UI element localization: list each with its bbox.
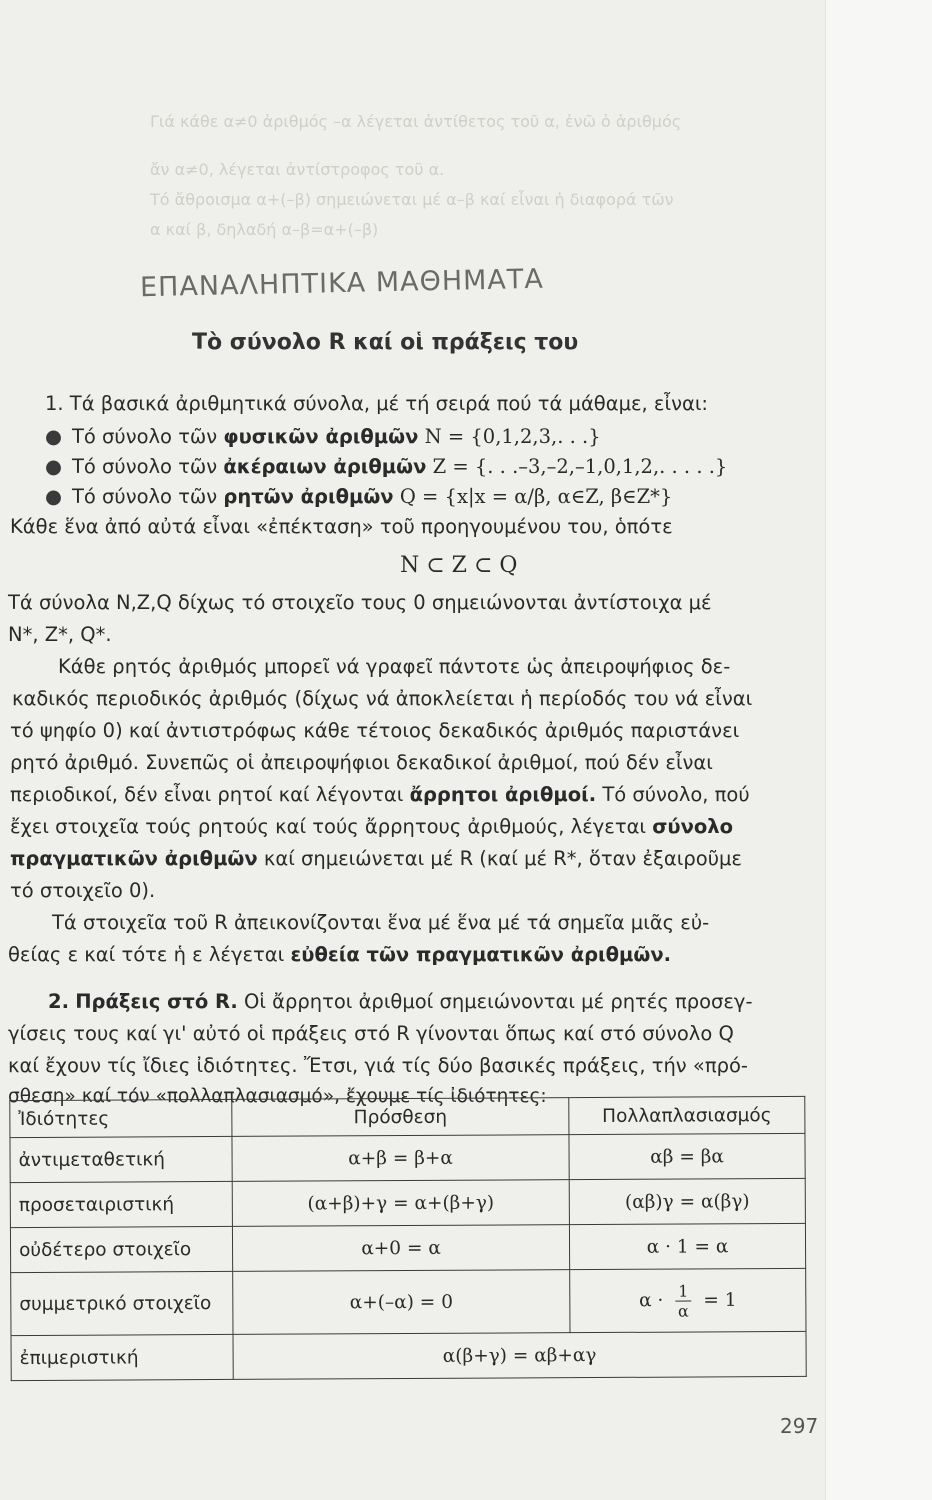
table-cell: α+β = β+α: [232, 1135, 569, 1182]
bullet-icon: ●: [45, 485, 63, 508]
table-row: [11, 1331, 806, 1380]
bleed-line: Γιά κάθε α≠0 ἀριθμός –α λέγεται ἀντίθετος τοῦ α, ἐνῶ ὁ ἀριθμός: [150, 112, 682, 131]
table-header-row: [10, 1096, 805, 1137]
para-line: πραγματικῶν ἀριθμῶν καί σημειώνεται μέ R (καί μέ R*, ὅταν ἐξαιροῦμε: [10, 847, 742, 870]
section2-line: σθεση» καί τόν «πολλαπλασιασμό», ἔχουμε τίς ἰδιότητες:: [8, 1086, 547, 1107]
intro-line: 1. Τά βασικά ἀριθμητικά σύνολα, μέ τή σειρά πού τά μάθαμε, εἶναι:: [45, 392, 708, 415]
page-heading: ΕΠΑΝΑΛΗΠΤΙΚΑ ΜΑΘΗΜΑΤΑ: [139, 263, 545, 304]
para-line: περιοδικοί, δέν εἶναι ρητοί καί λέγονται ἄρρητοι ἀριθμοί. Τό σύνολο, πού: [10, 783, 750, 806]
fraction: $\frac{1}{\alpha}$: [675, 1281, 691, 1320]
properties-table: [9, 1096, 806, 1381]
table-cell: ἀντιμεταθετική: [10, 1136, 232, 1182]
table-cell: (αβ)γ = α(βγ): [569, 1178, 805, 1224]
line-para: θείας ε καί τότε ἡ ε λέγεται εὐθεία τῶν πραγματικῶν ἀριθμῶν.: [8, 943, 672, 966]
table-row: [10, 1223, 805, 1272]
para-line: ἔχει στοιχεῖα τούς ρητούς καί τούς ἄρρητους ἀριθμούς, λέγεται σύνολο: [10, 815, 734, 838]
real-set-term: σύνολο: [652, 815, 734, 838]
bullet-rational: ● Τό σύνολο τῶν ρητῶν ἀριθμῶν Q = {x|x = α/β, α∈Z, β∈Z*}: [45, 485, 673, 508]
para-line: τό στοιχεῖο 0).: [10, 879, 156, 902]
bullet-integer: ● Τό σύνολο τῶν ἀκέραιων ἀριθμῶν Z = {. . .–3,–2,–1,0,1,2,. . . . .}: [45, 455, 728, 478]
irrational-term: ἄρρητοι ἀριθμοί.: [409, 783, 597, 806]
table-row: [10, 1133, 805, 1182]
page-edge: [825, 0, 932, 1500]
table-cell: (α+β)+γ = α+(β+γ): [232, 1180, 569, 1227]
section2-line: καί ἔχουν τίς ἴδιες ἰδιότητες. Ἔτσι, γιά τίς δύο βασικές πράξεις, τήν «πρό-: [8, 1054, 748, 1077]
extension-line: Κάθε ἕνα ἀπό αὐτά εἶναι «ἐπέκταση» τοῦ προηγουμένου του, ὁπότε: [10, 515, 673, 538]
table-cell: συμμετρικό στοιχεῖο: [11, 1271, 233, 1335]
table-cell: α+(–α) = 0: [233, 1270, 570, 1335]
para-line: Κάθε ρητός ἀριθμός μπορεῖ νά γραφεῖ πάντοτε ὡς ἀπειροψήφιος δε-: [58, 655, 731, 678]
section2-line: 2. Πράξεις στό R. Οἱ ἄρρητοι ἀριθμοί σημειώνονται μέ ρητές προσεγ-: [48, 990, 753, 1013]
table-row: [10, 1178, 805, 1227]
section2-line: γίσεις τους καί γι' αὐτό οἱ πράξεις στό R γίνονται ὅπως καί στό σύνολο Q: [8, 1022, 734, 1045]
bullet-icon: ●: [45, 455, 63, 478]
table-cell: α · 1 = α: [569, 1223, 805, 1269]
zero-line-1: Τά σύνολα N,Z,Q δίχως τό στοιχεῖο τους 0 σημειώνονται ἀντίστοιχα μέ: [8, 591, 712, 614]
table-cell: α · $\frac{1}{\alpha}$ = 1: [570, 1268, 806, 1332]
table-header: Ἰδιότητες: [10, 1099, 232, 1137]
page-number: 297: [780, 1414, 819, 1438]
table-cell: α(β+γ) = αβ+αγ: [233, 1331, 806, 1379]
section-subtitle: Τὸ σύνολο R καί οἱ πράξεις του: [192, 330, 579, 355]
table-cell: α+0 = α: [232, 1225, 569, 1272]
zero-line-2: N*, Z*, Q*.: [8, 623, 112, 646]
inclusion-formula: N ⊂ Z ⊂ Q: [400, 553, 518, 578]
bleed-line: Τό ἄθροισμα α+(–β) σημειώνεται μέ α–β καί εἶναι ἡ διαφορά τῶν: [150, 190, 674, 209]
real-line-term: εὐθεία τῶν πραγματικῶν ἀριθμῶν.: [290, 943, 672, 966]
bullet-natural: ● Τό σύνολο τῶν φυσικῶν ἀριθμῶν N = {0,1,2,3,. . .}: [45, 425, 601, 448]
table-row: [11, 1268, 806, 1335]
line-para: Τά στοιχεῖα τοῦ R ἀπεικονίζονται ἕνα μέ ἕνα μέ τά σημεῖα μιᾶς εὐ-: [52, 911, 710, 934]
table-cell: ἐπιμεριστική: [11, 1334, 233, 1380]
table-cell: προσεταιριστική: [10, 1181, 232, 1227]
para-line: καδικός περιοδικός ἀριθμός (δίχως νά ἀποκλείεται ἡ περίοδός του νά εἶναι: [12, 687, 753, 710]
real-numbers-term: πραγματικῶν ἀριθμῶν: [10, 847, 258, 870]
bleed-line: ἄν α≠0, λέγεται ἀντίστροφος τοῦ α.: [150, 160, 445, 179]
bullet-icon: ●: [45, 425, 63, 448]
para-line: τό ψηφίο 0) καί ἀντιστρόφως κάθε τέτοιος δεκαδικός ἀριθμός παριστάνει: [10, 719, 740, 742]
table-cell: αβ = βα: [569, 1133, 805, 1179]
section2-title: Πράξεις στό R.: [75, 990, 238, 1013]
table-cell: οὐδέτερο στοιχεῖο: [10, 1226, 232, 1272]
para-line: ρητό ἀριθμό. Συνεπῶς οἱ ἀπειροψήφιοι δεκαδικοί ἀριθμοί, πού δέν εἶναι: [10, 751, 713, 774]
table-header: Πρόσθεση: [232, 1098, 569, 1137]
bleed-line: α καί β, δηλαδή α–β=α+(–β): [150, 220, 379, 239]
table-header: Πολλαπλασιασμός: [569, 1096, 805, 1134]
